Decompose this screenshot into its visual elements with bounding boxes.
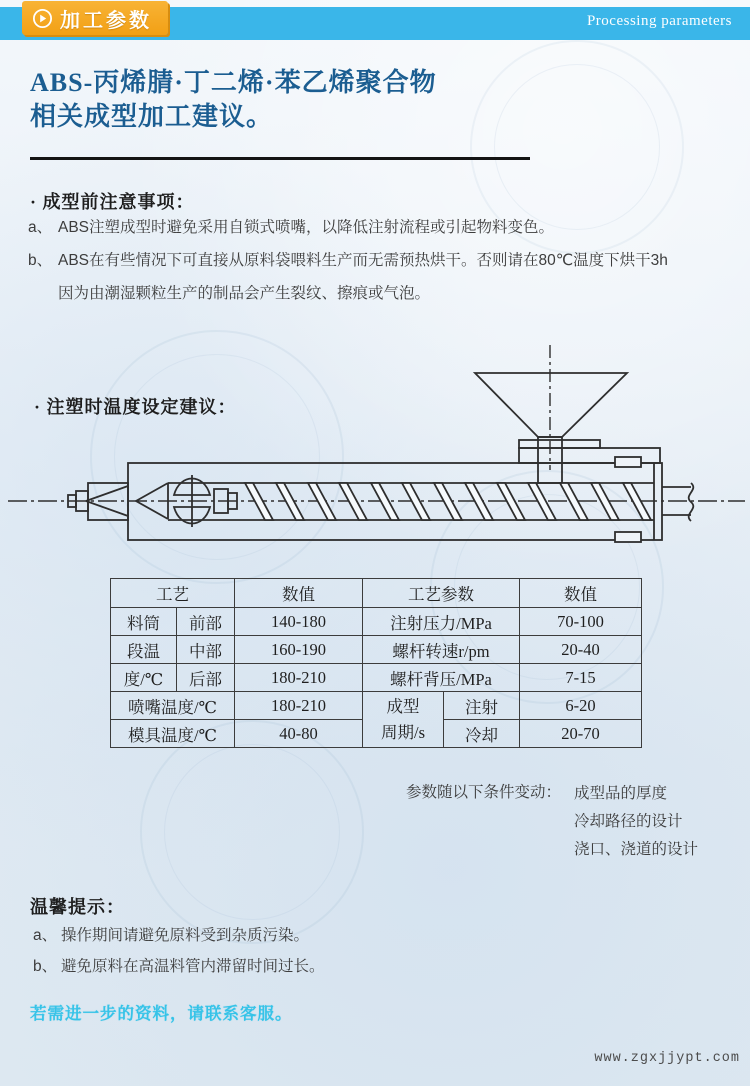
tip-b-label: b、	[33, 958, 58, 975]
table-header-row	[111, 579, 642, 608]
tip-a-text: 操作期间请避免原料受到杂质污染。	[61, 927, 310, 944]
molding-cycle-label: 成型 周期/s	[363, 692, 444, 748]
page-title	[30, 66, 437, 134]
table-row	[111, 664, 642, 692]
note-a-text: ABS注塑成型时避免采用自锁式喷嘴，以降低注射流程或引起物料变色。	[58, 219, 555, 236]
badge-label: 加工参数	[60, 9, 152, 32]
barrel-label-3: 度/℃	[111, 664, 177, 692]
tips-heading: 温馨提示：	[30, 897, 125, 917]
hopper-funnel	[475, 373, 627, 437]
nozzle-temp-label: 喷嘴温度/℃	[111, 692, 235, 720]
col-header-process: 工艺	[111, 579, 235, 608]
header-bar	[0, 7, 750, 40]
temperature-heading: · 注塑时温度设定建议：	[34, 397, 237, 417]
barrel-front-value: 140-180	[235, 608, 363, 636]
mold-temp-label: 模具温度/℃	[111, 720, 235, 748]
param-injection-pressure: 注射压力/MPa	[363, 608, 520, 636]
table-row	[111, 692, 642, 720]
condition-item: 浇口、浇道的设计	[574, 841, 699, 858]
barrel-label-1: 料筒	[111, 608, 177, 636]
variation-conditions	[574, 780, 698, 864]
injection-screw-diagram	[0, 342, 750, 577]
note-b-label: b、	[28, 252, 53, 269]
back-pressure-value: 7-15	[520, 664, 642, 692]
screw-speed-value: 20-40	[520, 636, 642, 664]
barrel-middle-value: 160-190	[235, 636, 363, 664]
section-badge	[22, 1, 168, 35]
vent-bottom	[615, 532, 641, 542]
header-subtitle: Processing parameters	[586, 13, 732, 29]
tip-b-text: 避免原料在高温料管内滞留时间过长。	[61, 958, 325, 975]
col-header-value1: 数值	[235, 579, 363, 608]
injection-pressure-value: 70-100	[520, 608, 642, 636]
cycle-phase-injection: 注射	[444, 692, 520, 720]
website-url: www.zgxjjypt.com	[594, 1051, 740, 1066]
note-b-line2: 因为由潮湿颗粒生产的制品会产生裂纹、擦痕或气泡。	[58, 285, 431, 302]
variation-note	[406, 780, 698, 864]
contact-note: 若需进一步的资料，请联系客服。	[30, 1005, 293, 1023]
condition-item: 成型品的厚度	[574, 785, 668, 802]
title-underline	[30, 157, 530, 160]
tip-a-label: a、	[33, 927, 58, 944]
process-parameters-table	[110, 578, 642, 748]
cycle-phase-cooling: 冷却	[444, 720, 520, 748]
pre-molding-notes	[28, 211, 728, 310]
cycle-cooling-value: 20-70	[520, 720, 642, 748]
tips-list	[33, 920, 325, 982]
page-title-line1: ABS-丙烯腈·丁二烯·苯乙烯聚合物	[30, 68, 437, 97]
note-b-line1: ABS在有些情况下可直接从原料袋喂料生产而无需预热烘干。否则请在80℃温度下烘干3h	[58, 252, 668, 269]
mold-temp-value: 40-80	[235, 720, 363, 748]
barrel-rear-value: 180-210	[235, 664, 363, 692]
hopper-plate	[519, 440, 600, 448]
barrel-pos-rear: 后部	[177, 664, 235, 692]
tip-item-b	[33, 951, 325, 982]
nozzle-temp-value: 180-210	[235, 692, 363, 720]
barrel-label-2: 段温	[111, 636, 177, 664]
col-header-params: 工艺参数	[363, 579, 520, 608]
condition-item: 冷却路径的设计	[574, 813, 683, 830]
pre-molding-heading: · 成型前注意事项：	[30, 192, 195, 212]
page-title-line2: 相关成型加工建议。	[30, 102, 274, 131]
barrel-pos-front: 前部	[177, 608, 235, 636]
col-header-value2: 数值	[520, 579, 642, 608]
table-row	[111, 608, 642, 636]
note-a-label: a、	[28, 219, 53, 236]
vent-top	[615, 457, 641, 467]
param-back-pressure: 螺杆背压/MPa	[363, 664, 520, 692]
param-screw-speed: 螺杆转速r/pm	[363, 636, 520, 664]
play-icon	[32, 8, 53, 29]
table-row	[111, 636, 642, 664]
variation-intro: 参数随以下条件变动：	[406, 784, 562, 801]
note-item-a	[28, 211, 728, 244]
barrel-pos-middle: 中部	[177, 636, 235, 664]
watermark-seal	[140, 720, 364, 944]
note-item-b	[28, 244, 728, 277]
cycle-injection-value: 6-20	[520, 692, 642, 720]
tip-item-a	[33, 920, 325, 951]
